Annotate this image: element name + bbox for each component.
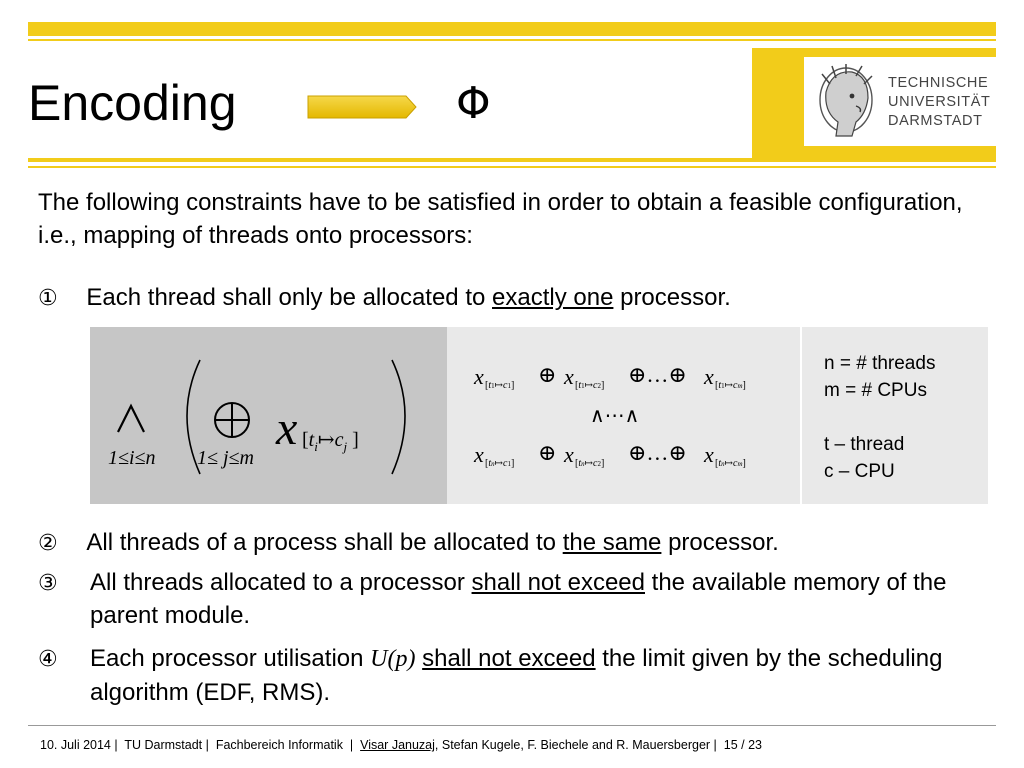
item-text: All threads allocated to a processor bbox=[90, 569, 472, 596]
svg-text:x: x bbox=[474, 442, 484, 467]
right-paren bbox=[392, 360, 405, 474]
svg-text:[tn↦c1]: [tn↦c1] bbox=[485, 458, 515, 469]
legend-cpus: m = # CPUs bbox=[824, 380, 927, 401]
utilisation-formula: U(p) bbox=[370, 646, 416, 672]
logo-line-3: DARMSTADT bbox=[888, 113, 983, 129]
svg-text:x: x bbox=[704, 442, 714, 467]
svg-text:x: x bbox=[704, 364, 714, 389]
legend-thread: t – thread bbox=[824, 434, 905, 455]
constraint-item-1 bbox=[38, 281, 978, 315]
slide-title: Encoding bbox=[28, 75, 237, 131]
svg-text:x: x bbox=[564, 442, 574, 467]
arrow-right-icon bbox=[306, 92, 418, 122]
item-text-end: processor. bbox=[661, 529, 779, 556]
phi-symbol: Φ bbox=[456, 78, 491, 129]
svg-text:[tn↦c2]: [tn↦c2] bbox=[575, 458, 605, 469]
svg-text:⊕: ⊕ bbox=[538, 440, 557, 465]
item-text: All threads of a process shall be allocated to bbox=[86, 529, 563, 556]
and-subscript: 1≤i≤n bbox=[108, 447, 156, 469]
expanded-row-last bbox=[473, 440, 746, 469]
footer-page-number: 15 / 23 bbox=[723, 738, 762, 752]
header-bottom-bar bbox=[28, 158, 996, 162]
header-bottom-line bbox=[28, 166, 996, 168]
svg-text:⊕: ⊕ bbox=[538, 362, 557, 387]
panel-divider bbox=[800, 327, 802, 504]
constraint-item-3 bbox=[90, 566, 970, 632]
logo-line-1: TECHNISCHE bbox=[888, 75, 989, 91]
item-text: Each thread shall only be allocated to bbox=[86, 284, 493, 311]
svg-text:x: x bbox=[564, 364, 574, 389]
item-number: ① bbox=[38, 286, 58, 311]
footer-authors: , Stefan Kugele, F. Biechele and R. Mauersberger bbox=[434, 738, 711, 752]
svg-text:⊕…⊕: ⊕…⊕ bbox=[628, 362, 687, 387]
compact-formula bbox=[100, 340, 430, 490]
footer-org: TU Darmstadt bbox=[124, 738, 203, 752]
svg-text:⊕…⊕: ⊕…⊕ bbox=[628, 440, 687, 465]
footer: 10. Juli 2014 | TU Darmstadt | Fachbereich Informatik | Visar Januzaj, Stefan Kugele, F. Biechele and R. Mauersberger | 15 / 23 bbox=[40, 738, 762, 752]
svg-text:[t1↦c2]: [t1↦c2] bbox=[575, 380, 605, 391]
svg-text:[tn↦cm]: [tn↦cm] bbox=[715, 458, 746, 469]
var-x: x bbox=[276, 402, 298, 455]
legend-threads: n = # threads bbox=[824, 353, 936, 374]
item-text-end: the available memory of the parent module. bbox=[90, 569, 947, 629]
item-emphasis: the same bbox=[562, 529, 662, 556]
constraint-item-4 bbox=[90, 642, 970, 709]
athena-head-icon bbox=[812, 62, 878, 142]
xor-subscript: 1≤ j≤m bbox=[197, 447, 254, 469]
intro-paragraph: The following constraints have to be satisfied in order to obtain a feasible configuration, i.e., mapping of threads onto processors: bbox=[38, 189, 963, 249]
footer-divider bbox=[28, 725, 996, 726]
constraint-item-4-number: ④ bbox=[38, 647, 58, 672]
big-and-operator bbox=[118, 406, 144, 432]
item-text-end: processor. bbox=[613, 284, 731, 311]
header-top-line bbox=[28, 39, 996, 41]
logo-text bbox=[888, 74, 990, 131]
item-emphasis: exactly one bbox=[492, 284, 614, 311]
logo-line-2: UNIVERSITÄT bbox=[888, 94, 991, 110]
footer-dept: Fachbereich Informatik bbox=[215, 738, 343, 752]
footer-author-link[interactable]: Visar Januzaj bbox=[360, 738, 435, 752]
header-top-bar bbox=[28, 22, 996, 36]
constraint-item-3-number: ③ bbox=[38, 571, 58, 596]
svg-text:[t1↦cm]: [t1↦cm] bbox=[715, 380, 746, 391]
expanded-formula bbox=[460, 350, 790, 490]
svg-text:x: x bbox=[474, 364, 484, 389]
item-number: ② bbox=[38, 531, 58, 556]
expanded-and-dots: ∧⋯∧ bbox=[590, 405, 640, 427]
item-text-end: the limit given by the scheduling algorithm (EDF, RMS). bbox=[90, 645, 943, 706]
legend-cpu: c – CPU bbox=[824, 461, 895, 482]
svg-text:[t1↦c1]: [t1↦c1] bbox=[485, 380, 515, 391]
expanded-row-first bbox=[473, 362, 746, 391]
footer-date: 10. Juli 2014 bbox=[40, 738, 111, 752]
legend bbox=[824, 350, 935, 485]
item-emphasis: shall not exceed bbox=[422, 645, 596, 672]
constraint-item-2 bbox=[38, 526, 978, 560]
item-emphasis: shall not exceed bbox=[471, 569, 645, 596]
var-x-sub: [$t_i↦c_j$ ] bbox=[302, 429, 359, 454]
item-text: Each processor utilisation bbox=[90, 645, 371, 672]
